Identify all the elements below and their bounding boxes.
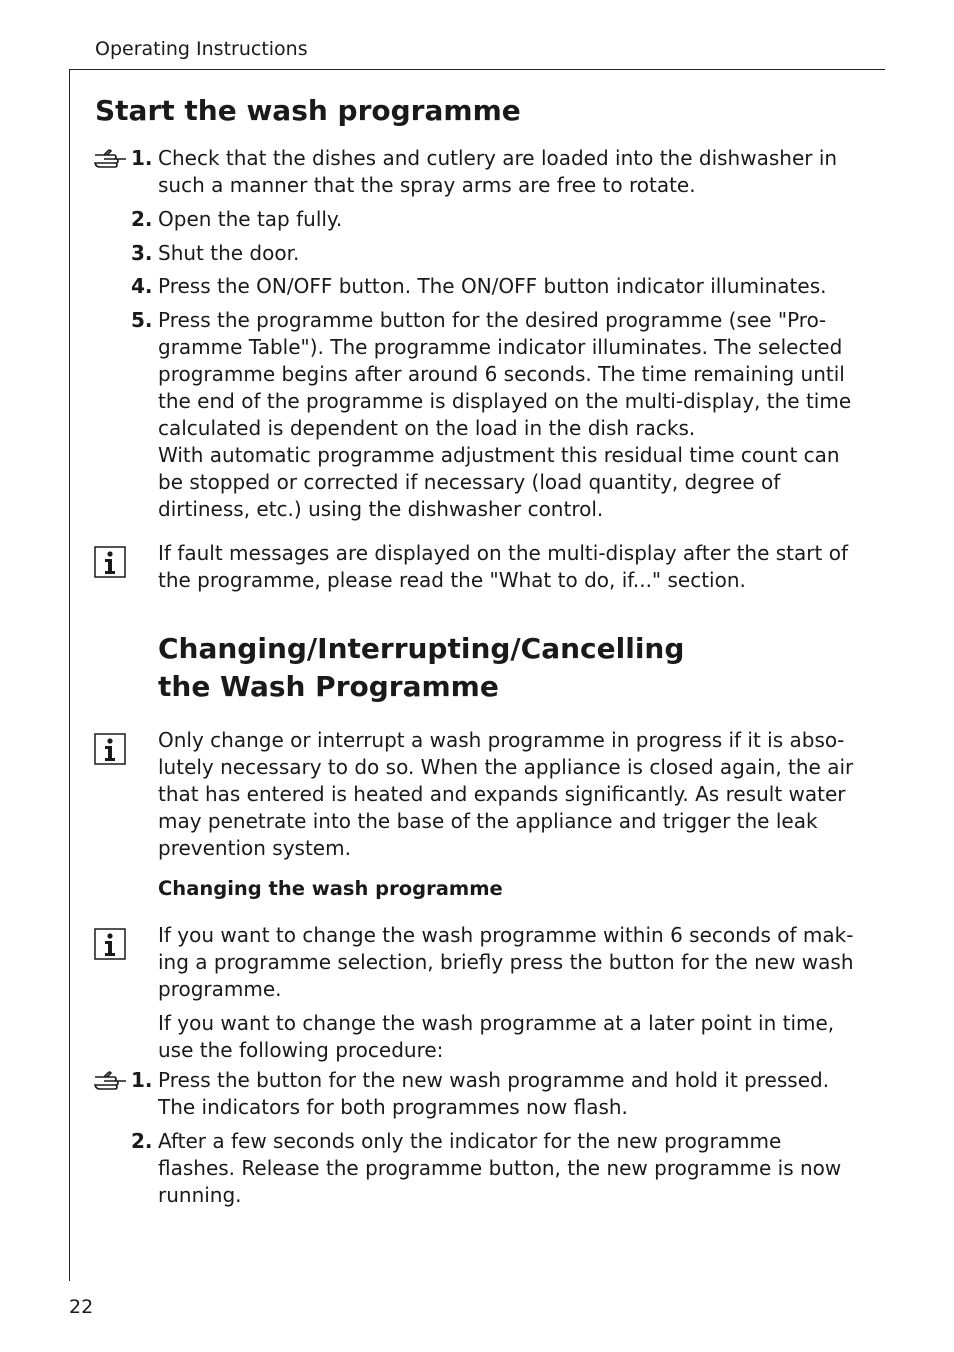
margin-rule xyxy=(69,69,70,1281)
step-number: 2. xyxy=(131,1129,153,1153)
subheading: Changing the wash programme xyxy=(158,877,503,900)
step-text: Shut the door. xyxy=(158,241,300,265)
step-number: 2. xyxy=(131,207,153,231)
step-text: Press the button for the new wash programme and hold it pressed. The indicators for both programmes now flash. xyxy=(158,1068,830,1119)
step-number: 3. xyxy=(131,241,153,265)
paragraph: If you want to change the wash programme at a later point in time, use the following procedure: xyxy=(158,1011,835,1062)
pointing-hand-icon xyxy=(94,1070,128,1092)
info-note: If fault messages are displayed on the multi-display after the start of the programme, please read the "What to do, if..." section. xyxy=(158,541,848,592)
step-number: 1. xyxy=(131,146,153,170)
page-number: 22 xyxy=(69,1296,94,1318)
section-title-changing xyxy=(158,630,684,706)
step-number: 4. xyxy=(131,274,153,298)
info-icon xyxy=(94,546,126,578)
section-title-line: Changing/Interrupting/Cancelling xyxy=(158,632,685,665)
header-rule xyxy=(69,69,885,70)
section-title-line: the Wash Programme xyxy=(158,670,499,703)
info-icon xyxy=(94,928,126,960)
step-text: Open the tap fully. xyxy=(158,207,343,231)
info-note: Only change or interrupt a wash programme in progress if it is absolutely necessary to do so. When the appliance is closed again, the air that has entered is heated and expands significantly. As result water may penetrate into the base of the appliance and trigger the leak prevention system. xyxy=(158,728,854,860)
step-text: Check that the dishes and cutlery are loaded into the dishwasher in such a manner that the spray arms are free to rotate. xyxy=(158,146,838,197)
step-text: After a few seconds only the indicator for the new programme flashes. Release the programme button, the new programme is now running. xyxy=(158,1129,842,1207)
section-title-start: Start the wash programme xyxy=(95,94,521,127)
step-text: Press the ON/OFF button. The ON/OFF button indicator illuminates. xyxy=(158,274,827,298)
pointing-hand-icon xyxy=(94,148,128,170)
info-note: If you want to change the wash programme within 6 seconds of making a programme selection, briefly press the button for the new wash programme. xyxy=(158,923,854,1001)
step-number: 1. xyxy=(131,1068,153,1092)
step-number: 5. xyxy=(131,308,153,332)
step-text: Press the programme button for the desired programme (see "Programme Table"). The programme indicator illuminates. The selected programme begins after around 6 seconds. The time remaining until the end of the programme is displayed on the multi-display, the time calculated is dependent on the load in the dish racks. xyxy=(158,308,852,440)
info-icon xyxy=(94,733,126,765)
running-header: Operating Instructions xyxy=(95,38,308,60)
step-text-continued: With automatic programme adjustment this residual time count can be stopped or corrected if necessary (load quantity, degree of dirtiness, etc.) using the dishwasher control. xyxy=(158,443,840,521)
